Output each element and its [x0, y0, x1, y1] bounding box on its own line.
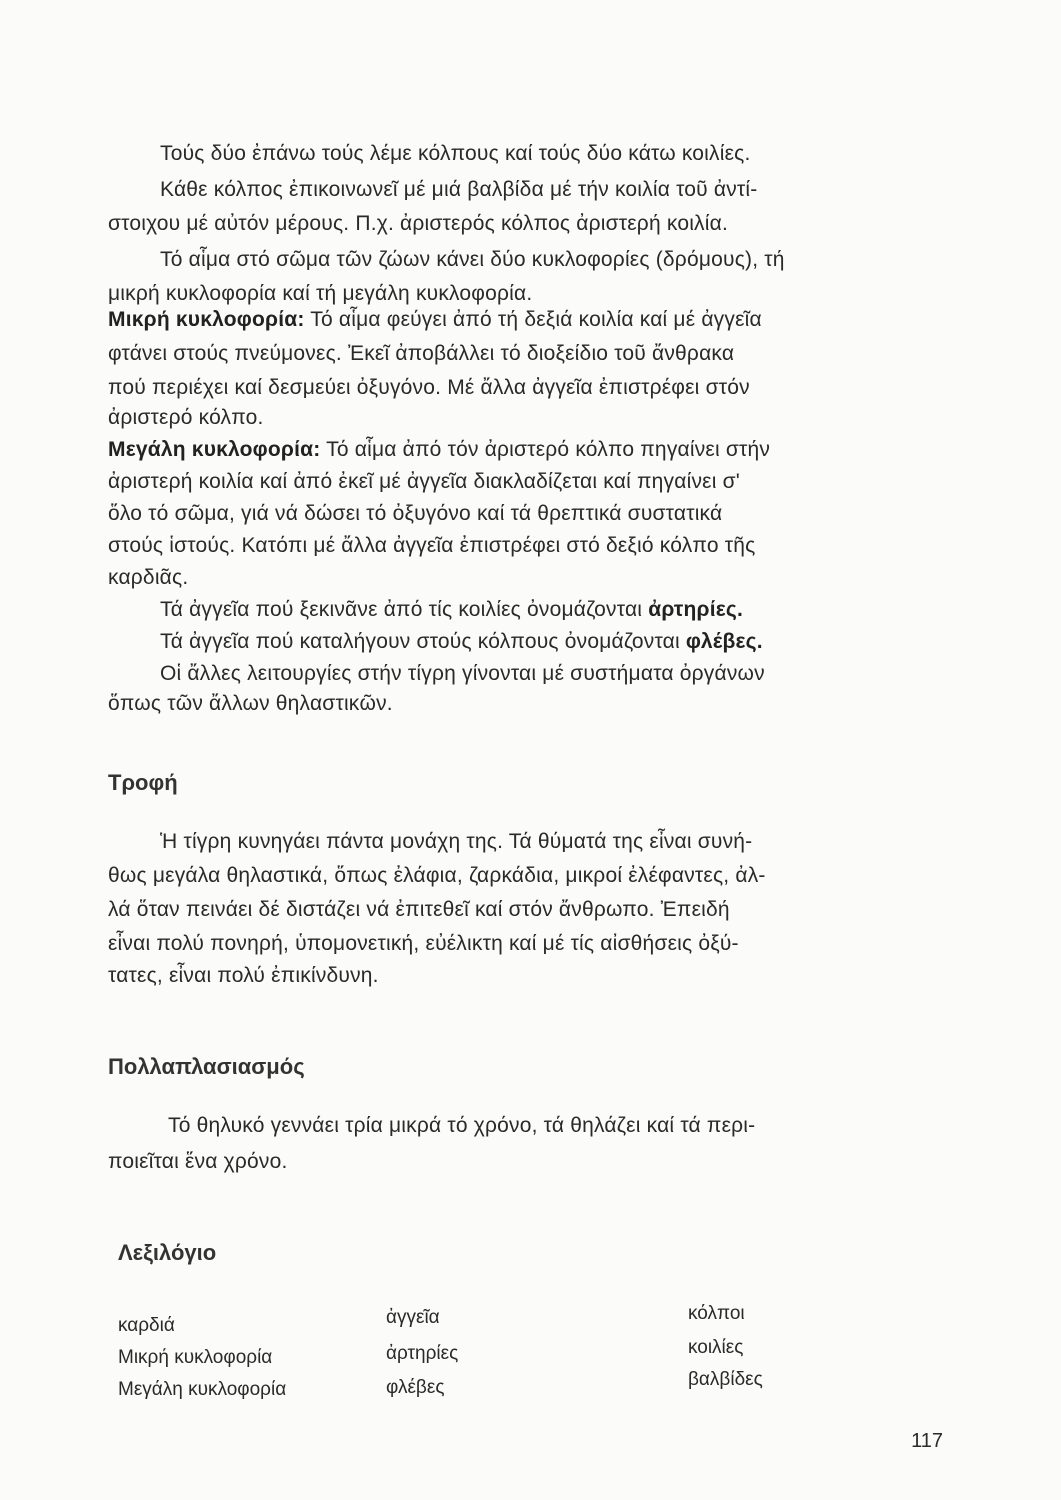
text-line: [160, 596, 743, 624]
vocab-word: Μεγάλη κυκλοφορία: [118, 1379, 287, 1400]
text-line: μικρή κυκλοφορία καί τή μεγάλη κυκλοφορία.: [108, 282, 533, 305]
vocab-word: ἀγγεῖα: [386, 1307, 440, 1328]
text-line: φτάνει στούς πνεύμονες. Ἐκεῖ ἀποβάλλει τό διοξείδιο τοῦ ἄνθρακα: [108, 342, 735, 365]
term-small-circulation: Μικρή κυκλοφορία:: [108, 308, 305, 331]
text-line: εἶναι πολύ πονηρή, ὑπομονετική, εὐέλικτη καί μέ τίς αἰσθήσεις ὀξύ-: [108, 932, 739, 955]
text-span: Τά ἀγγεῖα πού καταλήγουν στούς κόλπους ὀνομάζονται: [160, 630, 686, 653]
text-line: Τό θηλυκό γεννάει τρία μικρά τό χρόνο, τά θηλάζει καί τά περι-: [168, 1114, 756, 1137]
vocab-word: κοιλίες: [688, 1337, 744, 1358]
text-line: ὅπως τῶν ἄλλων θηλαστικῶν.: [108, 692, 393, 715]
vocab-word: βαλβίδες: [688, 1369, 763, 1390]
text-line: ὅλο τό σῶμα, γιά νά δώσει τό ὀξυγόνο καί τά θρεπτικά συστατικά: [108, 502, 723, 525]
vocab-word: Μικρή κυκλοφορία: [118, 1347, 273, 1368]
text-line: θως μεγάλα θηλαστικά, ὅπως ἐλάφια, ζαρκάδια, μικροί ἐλέφαντες, ἀλ-: [108, 864, 766, 887]
vocab-word: φλέβες: [386, 1377, 445, 1398]
text-line: ποιεῖται ἕνα χρόνο.: [108, 1150, 288, 1173]
text-line: πού περιέχει καί δεσμεύει ὀξυγόνο. Μέ ἄλλα ἀγγεῖα ἐπιστρέφει στόν: [108, 376, 750, 399]
term-arteries: ἀρτηρίες.: [648, 598, 744, 621]
section-title-vocabulary: Λεξιλόγιο: [118, 1240, 217, 1265]
text-line: ἀριστερό κόλπο.: [108, 406, 264, 429]
vocab-word: ἀρτηρίες: [386, 1343, 459, 1364]
text-line: [108, 436, 770, 464]
vocab-word: καρδιά: [118, 1315, 175, 1336]
term-big-circulation: Μεγάλη κυκλοφορία:: [108, 438, 321, 461]
text-span: Τό αἷμα φεύγει ἀπό τή δεξιά κοιλία καί μέ ἀγγεῖα: [304, 308, 762, 331]
term-veins: φλέβες.: [685, 630, 763, 653]
text-line: λά ὅταν πεινάει δέ διστάζει νά ἐπιτεθεῖ καί στόν ἄνθρωπο. Ἐπειδή: [108, 898, 730, 921]
section-title-reproduction: Πολλαπλασιασμός: [108, 1054, 305, 1079]
vocab-word: κόλποι: [688, 1303, 745, 1324]
text-span: Τά ἀγγεῖα πού ξεκινᾶνε ἀπό τίς κοιλίες ὀνομάζονται: [160, 598, 649, 621]
text-line: στοιχου μέ αὐτόν μέρους. Π.χ. ἀριστερός κόλπος ἀριστερή κοιλία.: [108, 212, 729, 235]
text-line: στούς ἱστούς. Κατόπι μέ ἄλλα ἀγγεῖα ἐπιστρέφει στό δεξιό κόλπο τῆς: [108, 534, 756, 557]
text-span: Τό αἷμα ἀπό τόν ἀριστερό κόλπο πηγαίνει στήν: [320, 438, 771, 461]
text-line: τατες, εἶναι πολύ ἐπικίνδυνη.: [108, 964, 379, 987]
text-line: Ἡ τίγρη κυνηγάει πάντα μονάχη της. Τά θύματά της εἶναι συνή-: [160, 830, 753, 853]
text-line: Τό αἷμα στό σῶμα τῶν ζώων κάνει δύο κυκλοφορίες (δρόμους), τή: [160, 248, 785, 271]
page-number: 117: [911, 1430, 943, 1452]
text-line: [108, 306, 762, 334]
section-title-food: Τροφή: [108, 770, 178, 795]
text-line: [160, 628, 763, 656]
text-line: Οἱ ἄλλες λειτουργίες στήν τίγρη γίνονται μέ συστήματα ὀργάνων: [160, 662, 765, 685]
text-line: καρδιᾶς.: [108, 566, 189, 589]
text-line: Τούς δύο ἐπάνω τούς λέμε κόλπους καί τούς δύο κάτω κοιλίες.: [160, 142, 751, 165]
text-line: Κάθε κόλπος ἐπικοινωνεῖ μέ μιά βαλβίδα μέ τήν κοιλία τοῦ ἀντί-: [160, 178, 758, 201]
text-line: ἀριστερή κοιλία καί ἀπό ἐκεῖ μέ ἀγγεῖα διακλαδίζεται καί πηγαίνει σ': [108, 470, 740, 493]
